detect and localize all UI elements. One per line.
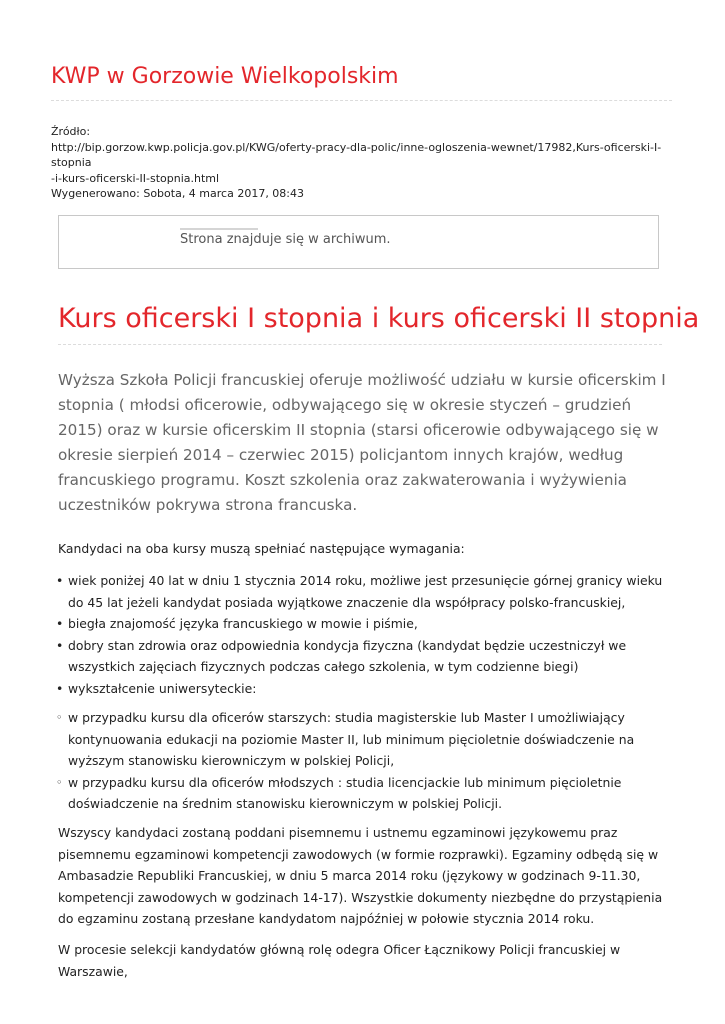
requirements-intro: Kandydaci na oba kursy muszą spełniać następujące wymagania: bbox=[58, 541, 465, 556]
exam-paragraph: Wszyscy kandydaci zostaną poddani pisemnemu i ustnemu egzaminowi językowemu praz pisemnemu egzaminowi kompetencji zawodowych (w formie rozprawki). Egzaminy odbędą się w Ambasadzie Republiki Francuskiej, w dniu 5 marca 2014 roku (językowy w godzinach 9-11.30, kompetencji zawodowych w godzinach 14-17). Wszystkie dokumenty niezbędne do przystąpienia do egzaminu zostaną przesłane kandydatom najpóźniej w połowie stycznia 2014 roku. bbox=[58, 825, 663, 926]
article-title: Kurs oficerski I stopnia i kurs oficerski II stopnia bbox=[58, 303, 700, 334]
site-title: KWP w Gorzowie Wielkopolskim bbox=[51, 64, 399, 89]
source-label: Źródło: bbox=[51, 125, 91, 138]
archive-notice-text: Strona znajduje się w archiwum. bbox=[180, 232, 391, 247]
list-item: • wiek poniżej 40 lat w dniu 1 stycznia 2014 roku, możliwe jest przesunięcie górnej granicy wieku do 45 lat jeżeli kandydat posiada wyjątkowe znaczenie dla współpracy polsko-francuskiej, bbox=[58, 570, 670, 613]
generated-date: Wygenerowano: Sobota, 4 marca 2017, 08:43 bbox=[51, 187, 305, 200]
source-url-line-2: -i-kurs-oficerski-II-stopnia.html bbox=[51, 171, 220, 185]
requirements-list bbox=[58, 570, 670, 699]
list-item: • dobry stan zdrowia oraz odpowiednia kondycja fizyczna (kandydat będzie uczestniczył we wszystkich zajęciach fizycznych podczas całego szkolenia, w tym codzienne biegi) bbox=[58, 635, 670, 678]
source-url-line-1: http://bip.gorzow.kwp.policja.gov.pl/KWG/oferty-pracy-dla-polic/inne-ogloszenia-wewnet/17982,Kurs-oficerski-I-stopnia bbox=[51, 140, 662, 169]
archive-notice-rule bbox=[180, 228, 258, 230]
article-lead: Wyższa Szkoła Policji francuskiej oferuje możliwość udziału w kursie oficerskim I stopnia ( młodsi oficerowie, odbywającego się w okresie styczeń – grudzień 2015) oraz w kursie oficerskim II stopnia (starsi oficerowie odbywającego się w okresie sierpień 2014 – czerwiec 2015) policjantom innych krajów, według francuskiego programu. Koszt szkolenia oraz zakwaterowania i wyżywienia uczestników pokrywa strona francuska. bbox=[58, 371, 666, 514]
document-meta bbox=[51, 124, 681, 202]
education-list bbox=[58, 707, 670, 815]
education-section bbox=[58, 707, 670, 815]
requirements-section bbox=[58, 570, 670, 699]
header-divider bbox=[51, 100, 672, 101]
list-item: ◦ w przypadku kursu dla oficerów młodszych : studia licencjackie lub minimum pięcioletnie doświadczenie na średnim stanowisku kierowniczym w polskiej Policji. bbox=[58, 772, 670, 815]
archive-notice-box bbox=[58, 215, 659, 269]
selection-paragraph: W procesie selekcji kandydatów główną rolę odegra Oficer Łącznikowy Policji francuskiej w Warszawie, bbox=[58, 942, 621, 979]
list-item: • wykształcenie uniwersyteckie: bbox=[58, 678, 670, 700]
list-item: • biegła znajomość języka francuskiego w mowie i piśmie, bbox=[58, 613, 670, 635]
list-item: ◦ w przypadku kursu dla oficerów starszych: studia magisterskie lub Master I umożliwiający kontynuowania edukacji na poziomie Master II, lub minimum pięcioletnie doświadczenie na wyższym stanowisku kierowniczym w polskiej Policji, bbox=[58, 707, 670, 772]
title-divider bbox=[58, 344, 662, 345]
